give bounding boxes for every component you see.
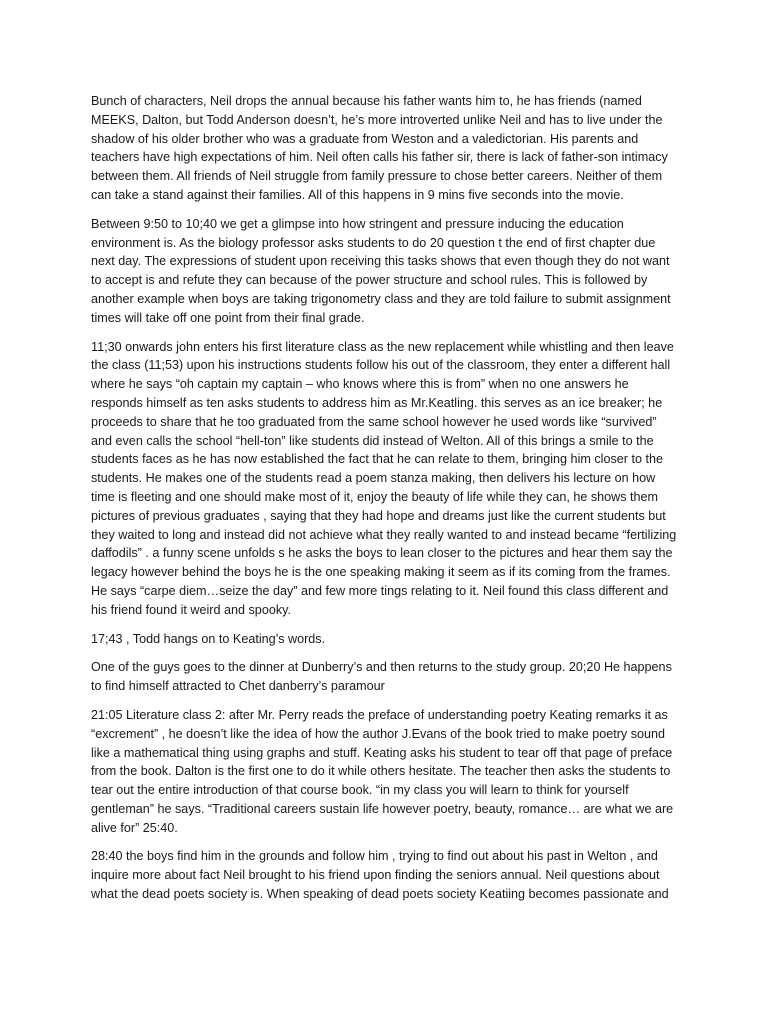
paragraph-6: 21:05 Literature class 2: after Mr. Perry reads the preface of understanding poetry Keating remarks it as “excrement” , he doesn’t like the idea of how the author J.Evans of the book tried to make poetry sound like a mathematical thing using graphs and stuff. Keating asks his student to tear off that page of preface from the book. Dalton is the first one to do it while others hesitate. The teacher then asks the students to tear out the entire introduction of that course book. “in my class you will learn to think for yourself gentleman” he says. “Traditional careers sustain life however poetry, beauty, romance… are what we are alive for” 25:40. xyxy=(91,707,674,835)
paragraph-7: 28:40 the boys find him in the grounds and follow him , trying to find out about his past in Welton , and inquire more about fact Neil brought to his friend upon finding the seniors annual. Neil questions about what the dead poets society is. When speaking of dead poets society Keatiing becomes passionate and xyxy=(91,849,669,902)
paragraph-5: One of the guys goes to the dinner at Dunberry’s and then returns to the study group. 20;20 He happens to find himself attracted to Chet danberry’s paramour xyxy=(91,660,672,694)
document-page xyxy=(91,92,677,914)
paragraph-2: Between 9:50 to 10;40 we get a glimpse into how stringent and pressure inducing the education environment is. As the biology professor asks students to do 20 question t the end of first chapter due next day. The expressions of student upon receiving this tasks shows that even though they do not want to accept is and refute they can because of the power structure and school rules. This is followed by another example when boys are taking trigonometry class and they are told failure to submit assignment times will take off one point from their final grade. xyxy=(91,216,671,325)
paragraph-4: 17;43 , Todd hangs on to Keating’s words. xyxy=(91,631,326,646)
paragraph-3: 11;30 onwards john enters his first literature class as the new replacement while whistling and then leave the class (11;53) upon his instructions students follow his out of the classroom, they enter a different hall where he says “oh captain my captain – who knows where this is from” when no one answers he responds himself as ten asks students to address him as Mr.Keatling. this serves as an ice breaker; he proceeds to share that he too graduated from the same school however he used words like “survived” and even calls the school “hell-ton” like students did instead of Welton. All of this brings a smile to the students faces as he has now established the fact that he can relate to them, bringing him closer to the students. He makes one of the students read a poem stanza making, then delivers his lecture on how time is fleeting and one should make most of it, enjoy the beauty of life while they can, he shows them pictures of previous graduates , saying that they had hope and dreams just like the current students but they waited to long and instead did not achieve what they really wanted to and instead became “fertilizing daffodils” . a funny scene unfolds s he asks the boys to lean closer to the pictures and hear them say the legacy however behind the boys he is the one speaking making it seem as if its coming from the frames. He says “carpe diem…seize the day” and few more tings relating to it. Neil found this class different and his friend found it weird and spooky. xyxy=(91,339,677,617)
paragraph-1: Bunch of characters, Neil drops the annual because his father wants him to, he has friends (named MEEKS, Dalton, but Todd Anderson doesn’t, he’s more introverted unlike Neil and has to live under the shadow of his older brother who was a graduate from Weston and a valedictorian. His parents and teachers have high expectations of him. Neil often calls his father sir, there is lack of father-son intimacy between them. All friends of Neil struggle from family pressure to chose better careers. Neither of them can take a stand against their families. All of this happens in 9 mins five seconds into the movie. xyxy=(91,94,668,202)
